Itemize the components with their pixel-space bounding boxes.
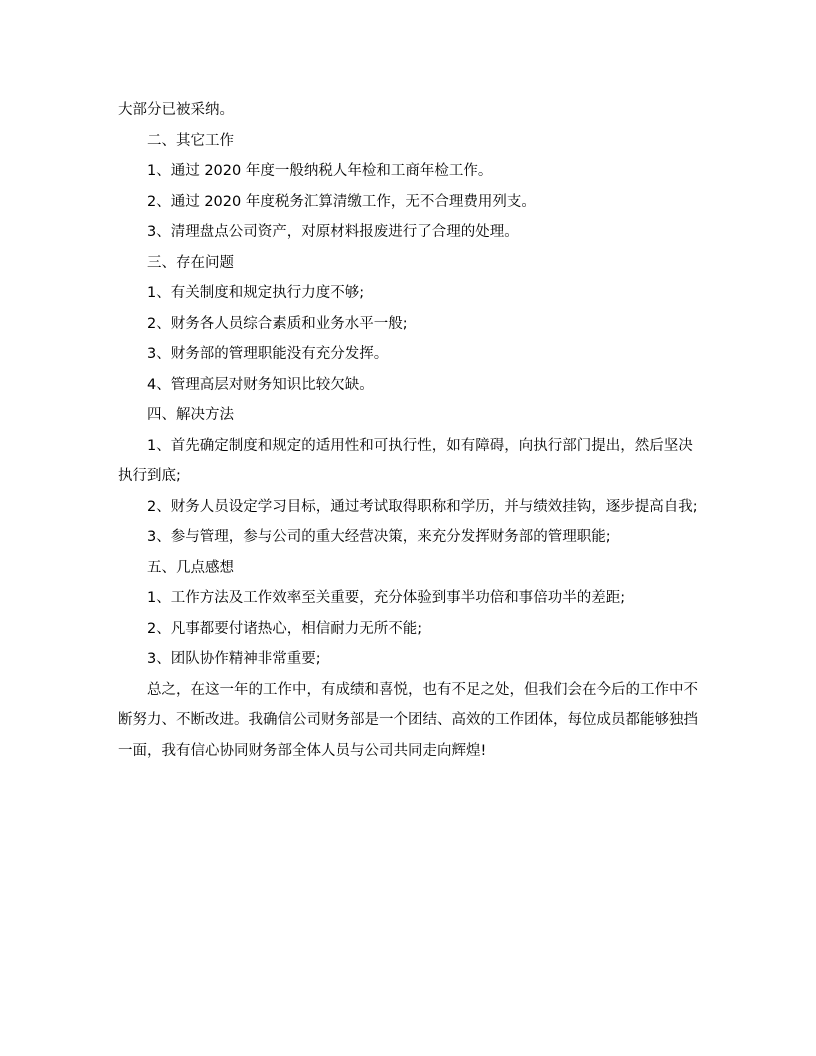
list-item: 1、通过 2020 年度一般纳税人年检和工商年检工作。 [147,163,493,179]
section-heading-problems: 三、存在问题 [147,254,234,271]
document-page [118,95,698,766]
section-heading-reflections: 五、几点感想 [147,559,234,576]
list-item: 4、管理高层对财务知识比较欠缺。 [147,376,374,393]
list-item: 3、参与管理，参与公司的重大经营决策，来充分发挥财务部的管理职能; [147,529,611,545]
section-heading-solutions: 四、解决方法 [147,407,234,423]
paragraph-continuation: 大部分已被采纳。 [118,102,234,118]
list-item: 2、财务各人员综合素质和业务水平一般; [147,315,408,332]
list-item: 1、有关制度和规定执行力度不够; [147,285,365,301]
conclusion-paragraph: 总之，在这一年的工作中，有成绩和喜悦，也有不足之处，但我们会在今后的工作中不断努力、不断改进。我确信公司财务部是一个团结、高效的工作团体，每位成员都能够独挡一面，我有信心协同财务部全体人员与公司共同走向辉煌! [118,681,698,759]
list-item: 2、财务人员设定学习目标，通过考试取得职称和学历，并与绩效挂钩，逐步提高自我; [147,498,698,515]
list-item: 3、清理盘点公司资产，对原材料报废进行了合理的处理。 [147,224,519,240]
list-item: 3、团队协作精神非常重要; [147,651,321,667]
list-item: 1、工作方法及工作效率至关重要，充分体验到事半功倍和事倍功半的差距; [147,590,626,606]
list-item: 3、财务部的管理职能没有充分发挥。 [147,346,389,362]
section-heading-other-work: 二、其它工作 [147,132,234,149]
list-item: 2、通过 2020 年度税务汇算清缴工作，无不合理费用列支。 [147,193,536,210]
list-item: 1、首先确定制度和规定的适用性和可执行性，如有障碍，向执行部门提出，然后坚决执行到底; [118,437,693,484]
list-item: 2、凡事都要付诸热心，相信耐力无所不能; [147,620,423,637]
